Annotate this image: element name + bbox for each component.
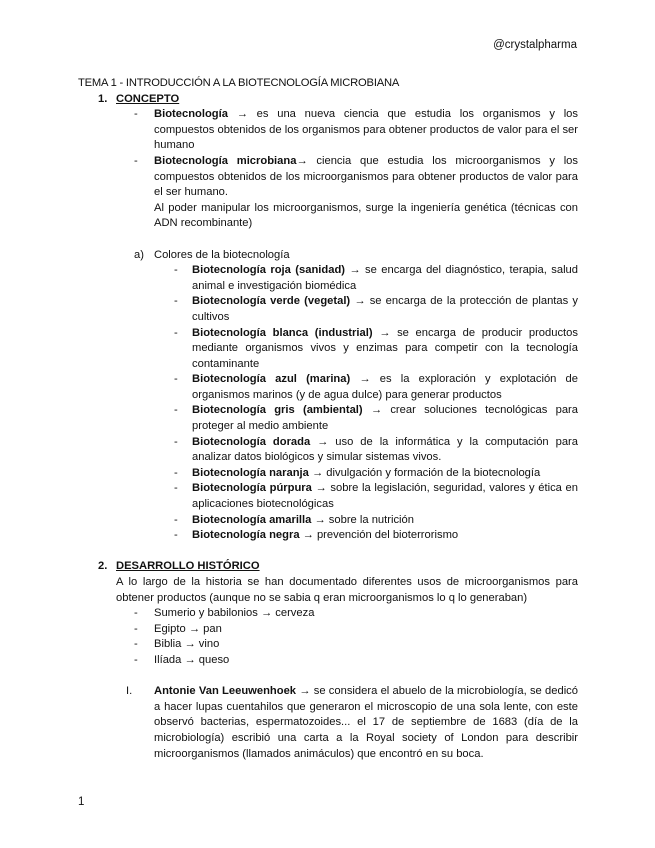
header-handle: @crystalpharma bbox=[493, 39, 577, 51]
historical-use-item: - Egipto → pan bbox=[78, 622, 578, 638]
color-item bbox=[78, 528, 578, 544]
color-text: → sobre la legislación, seguridad, valores y ética en aplicaciones biotecnológicas bbox=[192, 482, 578, 511]
color-item bbox=[78, 326, 578, 373]
definition-term: Biotecnología bbox=[154, 108, 228, 121]
definition-term: Biotecnología microbiana bbox=[154, 154, 297, 167]
color-term: Biotecnología roja (sanidad) bbox=[192, 264, 346, 277]
color-term: Biotecnología blanca (industrial) bbox=[192, 326, 373, 339]
colors-list bbox=[78, 263, 578, 544]
historical-use-item: - Sumerio y babilonios → cerveza bbox=[78, 606, 578, 622]
document-content bbox=[78, 76, 578, 762]
historical-use-item: - Ilíada → queso bbox=[78, 653, 578, 669]
color-text: → prevención del bioterrorismo bbox=[299, 529, 459, 542]
color-text: → se encarga del diagnóstico, terapia, salud animal e investigación biomédica bbox=[192, 264, 578, 292]
color-text: → se encarga de producir productos mediante organismos vivos y enzimas para competir con la tecnología contaminante bbox=[192, 326, 578, 370]
color-term: Biotecnología dorada bbox=[192, 435, 311, 448]
historical-uses-list bbox=[78, 606, 578, 668]
color-item bbox=[78, 513, 578, 529]
leeuwenhoek-term: Antonie Van Leeuwenhoek bbox=[154, 685, 297, 698]
definition-text: → es una nueva ciencia que estudia los organismos y los compuestos obtenidos de los organismos para obtener productos de valor para el ser humano bbox=[154, 108, 578, 152]
page-number: 1 bbox=[78, 796, 85, 808]
leeuwenhoek-paragraph bbox=[78, 684, 578, 762]
section-2-number: 2. bbox=[98, 560, 108, 573]
color-text: → crear soluciones tecnológicas para proteger al medio ambiente bbox=[192, 404, 579, 433]
historical-use-item: - Biblia → vino bbox=[78, 637, 578, 653]
colors-heading bbox=[78, 248, 578, 264]
definitions-list bbox=[78, 107, 578, 201]
page-title: TEMA 1 - INTRODUCCIÓN A LA BIOTECNOLOGÍA MICROBIANA bbox=[78, 77, 400, 89]
color-text: → divulgación y formación de la biotecnología bbox=[308, 466, 541, 479]
color-item bbox=[78, 263, 578, 294]
color-item bbox=[78, 403, 578, 434]
colors-marker: a) bbox=[134, 248, 144, 261]
roman-marker: I. bbox=[126, 685, 133, 698]
color-term: Biotecnología gris (ambiental) bbox=[192, 404, 363, 417]
leeuwenhoek-text: → se considera el abuelo de la microbiología, se dedicó a hacer lupas cuentahilos que generaron el microscopio de una sola lente, con este observó bacterias, espermatozoides... el 17 de septiembre de 1683 (día de la microbiología) escribió una carta a la Royal society of London para describir microorganismos (llamados animáculos) que encontró en su boca. bbox=[154, 685, 578, 760]
color-term: Biotecnología azul (marina) bbox=[192, 373, 351, 386]
color-item bbox=[78, 466, 578, 482]
definition-item bbox=[78, 107, 578, 154]
history-intro: A lo largo de la historia se han documentado diferentes usos de microorganismos para obtener productos (aunque no se sabia q eran microorganismos lo q lo generaban) bbox=[116, 576, 578, 604]
color-item bbox=[78, 294, 578, 325]
color-term: Biotecnología púrpura bbox=[192, 482, 312, 495]
color-item bbox=[78, 372, 578, 403]
definition-text: → ciencia que estudia los microorganismos y los compuestos obtenidos de los microorganismos para obtener productos de valor para el ser humano. bbox=[154, 154, 578, 199]
genetic-engineering-note: Al poder manipular los microorganismos, surge la ingeniería genética (técnicas con ADN recombinante) bbox=[154, 201, 578, 230]
color-item bbox=[78, 481, 578, 512]
color-text: → es la exploración y explotación de organismos marinos (y de agua dulce) para generar productos bbox=[192, 373, 579, 401]
section-2-heading bbox=[78, 559, 578, 575]
section-2-title: DESARROLLO HISTÓRICO bbox=[116, 560, 260, 573]
colors-heading-text: Colores de la biotecnología bbox=[154, 248, 290, 261]
color-text: → se encarga de la protección de plantas y cultivos bbox=[192, 295, 578, 323]
color-text: → uso de la informática y la computación para analizar datos biológicos y simular sistemas vivos. bbox=[192, 435, 578, 464]
color-term: Biotecnología amarilla bbox=[192, 513, 312, 526]
color-term: Biotecnología verde (vegetal) bbox=[192, 295, 351, 308]
color-term: Biotecnología naranja bbox=[192, 466, 309, 479]
section-1-heading bbox=[78, 92, 578, 108]
section-1-title: CONCEPTO bbox=[116, 92, 180, 105]
section-1-number: 1. bbox=[98, 92, 108, 105]
color-text: → sobre la nutrición bbox=[311, 513, 414, 526]
definition-item bbox=[78, 154, 578, 201]
color-term: Biotecnología negra bbox=[192, 529, 300, 542]
color-item bbox=[78, 435, 578, 466]
